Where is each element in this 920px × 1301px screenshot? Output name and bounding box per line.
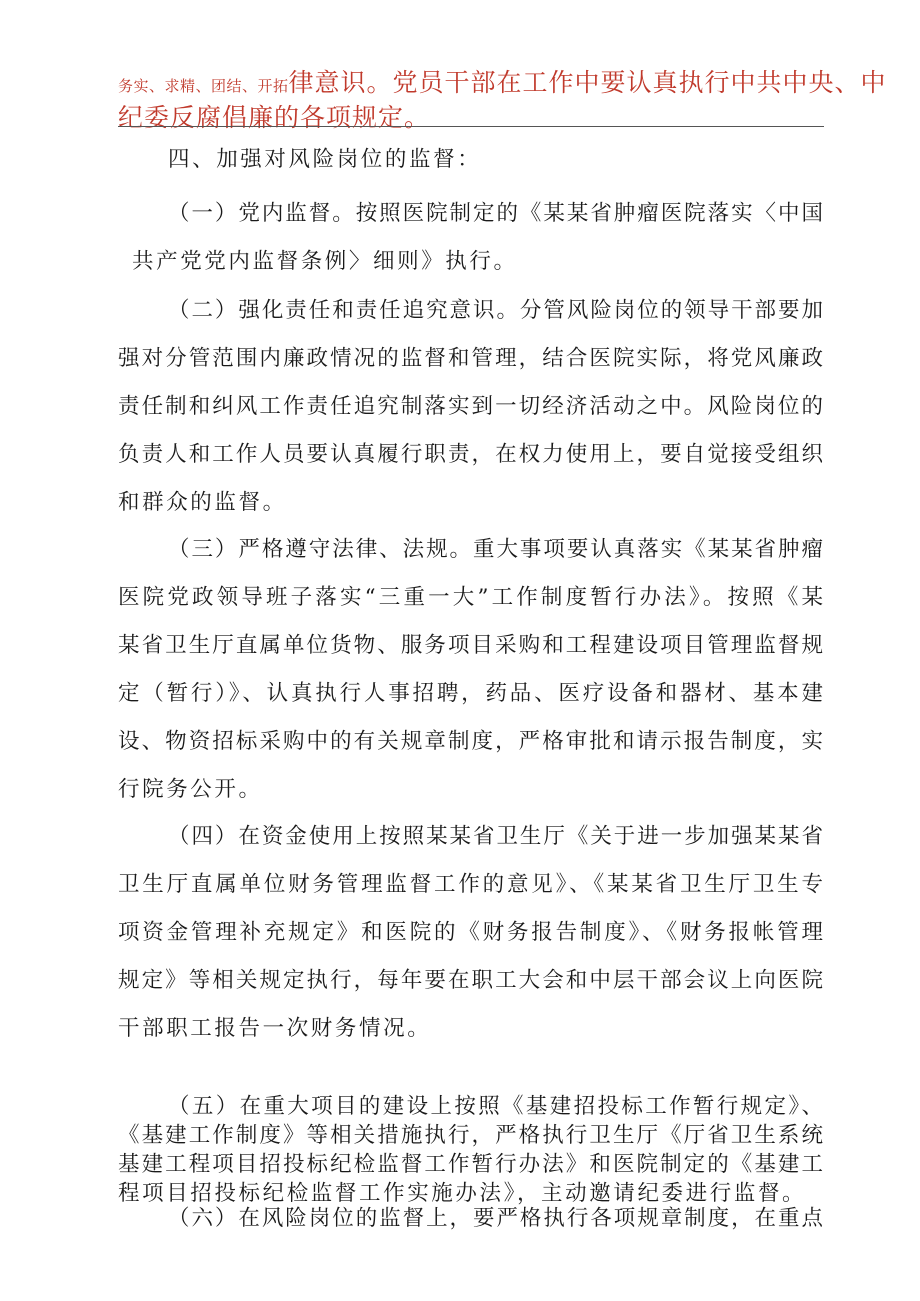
paragraph-line: （三）严格遵守法律、法规。重大事项要认真落实《某某省肿瘤 (168, 537, 824, 562)
paragraph-line: 和群众的监督。 (118, 490, 287, 515)
paragraph-line: 强对分管范围内廉政情况的监督和管理，结合医院实际，将党风廉政 (118, 346, 824, 371)
paragraph-line: 共产党党内监督条例〉细则》执行。 (132, 249, 518, 274)
header-line-2: 纪委反腐倡廉的各项规定。 (118, 103, 431, 132)
header-text-1: 律意识。党员干部在工作中要认真执行中共中央、中 (288, 68, 887, 97)
paragraph-line: （四）在资金使用上按照某某省卫生厅《关于进一步加强某某省 (168, 824, 824, 849)
paragraph-line: 定（暂行）》、认真执行人事招聘，药品、医疗设备和器材、基本建 (118, 681, 824, 706)
paragraph-line: （二）强化责任和责任追究意识。分管风险岗位的领导干部要加 (168, 298, 824, 323)
paragraph-line: 行院务公开。 (118, 777, 263, 802)
paragraph-1 (118, 190, 824, 286)
paragraph-line: 《基建工作制度》等相关措施执行，严格执行卫生厅《厅省卫生系统 (118, 1123, 824, 1148)
paragraph-6 (118, 1204, 824, 1234)
paragraph-5 (118, 1092, 824, 1208)
paragraph-line: （六）在风险岗位的监督上，要严格执行各项规章制度，在重点 (168, 1206, 824, 1231)
paragraph-2 (118, 287, 824, 527)
paragraph-line: 规定》等相关规定执行，每年要在职工大会和中层干部会议上向医院 (118, 968, 824, 993)
paragraph-line: 设、物资招标采购中的有关规章制度，严格审批和请示报告制度，实 (118, 729, 824, 754)
section-heading (118, 145, 824, 175)
paragraph-line: 医院党政领导班子落实“三重一大”工作制度暂行办法》。按照《某 (118, 585, 824, 610)
paragraph-line: （五）在重大项目的建设上按照《基建招投标工作暂行规定》、 (168, 1094, 824, 1119)
paragraph-line: 某省卫生厅直属单位货物、服务项目采购和工程建设项目管理监督规 (118, 633, 824, 658)
paragraph-line: 程项目招投标纪检监督工作实施办法》，主动邀请纪委进行监督。 (118, 1181, 807, 1206)
paragraph-line: 卫生厅直属单位财务管理监督工作的意见》、《某某省卫生厅卫生专 (118, 872, 824, 897)
header-line-1 (118, 66, 887, 103)
page-header (118, 66, 887, 133)
paragraph-4 (118, 813, 824, 1053)
paragraph-line: 基建工程项目招投标纪检监督工作暂行办法》和医院制定的《基建工 (118, 1152, 824, 1177)
paragraph-3 (118, 526, 824, 814)
heading-text: 四、加强对风险岗位的监督： (168, 147, 482, 172)
header-slogan: 务实、求精、团结、开拓 (118, 77, 289, 95)
paragraph-line: 干部职工报告一次财务情况。 (118, 1016, 432, 1041)
paragraph-line: 责任制和纠风工作责任追究制落实到一切经济活动之中。风险岗位的 (118, 394, 824, 419)
header-divider (118, 126, 824, 127)
paragraph-line: 负责人和工作人员要认真履行职责，在权力使用上，要自觉接受组织 (118, 442, 824, 467)
paragraph-line: 项资金管理补充规定》和医院的《财务报告制度》、《财务报帐管理 (118, 920, 824, 945)
paragraph-line: （一）党内监督。按照医院制定的《某某省肿瘤医院落实〈中国 (168, 201, 824, 226)
